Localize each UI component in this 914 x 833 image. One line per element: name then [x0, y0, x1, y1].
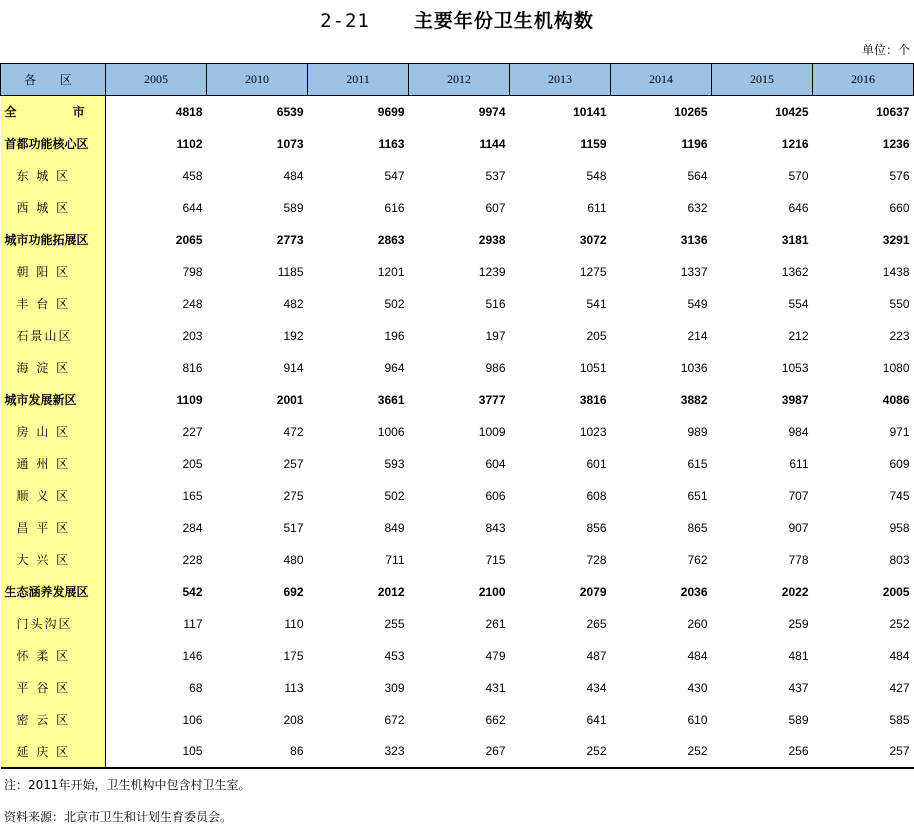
header-row: [1, 64, 914, 96]
value-cell: 3987: [781, 392, 809, 407]
value-cell: 548: [586, 168, 607, 183]
table-title: 主要年份卫生机构数: [413, 10, 594, 32]
region-name: 生态涵养发展区: [1, 576, 106, 608]
header-year: 2013: [510, 64, 611, 96]
value-cell: 1275: [579, 264, 607, 279]
value-cell: 3181: [781, 232, 809, 247]
value-cell: 989: [687, 424, 708, 439]
value-cell: 616: [384, 200, 405, 215]
value-cell: 2773: [276, 232, 304, 247]
value-cell: 257: [813, 736, 914, 768]
value-cell: 609: [889, 456, 910, 471]
header-year: 2010: [207, 64, 308, 96]
value-cell: 576: [889, 168, 910, 183]
table-row: [1, 608, 914, 640]
value-cell: 632: [687, 200, 708, 215]
value-cell: 487: [586, 648, 607, 663]
header-year: 2005: [106, 64, 207, 96]
value-cell: 10637: [876, 104, 910, 119]
value-cell: 4818: [175, 104, 203, 119]
table-row: [1, 576, 914, 608]
value-cell: 644: [182, 200, 203, 215]
value-cell: 803: [889, 552, 910, 567]
region-name: 东 城 区: [1, 160, 106, 192]
table-row: [1, 704, 914, 736]
value-cell: 255: [384, 616, 405, 631]
value-cell: 284: [182, 520, 203, 535]
region-name: 全 市: [1, 96, 106, 128]
table-row: [1, 672, 914, 704]
value-cell: 203: [182, 328, 203, 343]
value-cell: 1073: [276, 136, 304, 151]
value-cell: 646: [788, 200, 809, 215]
value-cell: 607: [485, 200, 506, 215]
value-cell: 1159: [580, 136, 607, 151]
value-cell: 205: [182, 456, 203, 471]
value-cell: 971: [889, 424, 910, 439]
value-cell: 9974: [478, 104, 506, 119]
value-cell: 3882: [680, 392, 708, 407]
value-cell: 1053: [781, 360, 809, 375]
value-cell: 745: [889, 488, 910, 503]
table-row: [1, 448, 914, 480]
value-cell: 1109: [176, 392, 203, 407]
value-cell: 3136: [680, 232, 708, 247]
value-cell: 958: [889, 520, 910, 535]
value-cell: 9699: [377, 104, 405, 119]
value-cell: 260: [687, 616, 708, 631]
value-cell: 728: [586, 552, 607, 567]
table-number: 2-21: [320, 10, 370, 32]
value-cell: 431: [485, 680, 506, 695]
value-cell: 1201: [377, 264, 405, 279]
value-cell: 611: [789, 456, 809, 471]
value-cell: 256: [712, 736, 813, 768]
value-cell: 106: [182, 712, 203, 727]
value-cell: 641: [586, 712, 607, 727]
value-cell: 986: [485, 360, 506, 375]
region-name: 房 山 区: [1, 416, 106, 448]
value-cell: 252: [889, 616, 910, 631]
value-cell: 541: [586, 296, 607, 311]
value-cell: 615: [687, 456, 708, 471]
value-cell: 585: [889, 712, 910, 727]
table-note: 注：2011年开始，卫生机构中包含村卫生室。: [4, 778, 251, 792]
unit-label: 单位：个: [861, 43, 910, 57]
value-cell: 257: [283, 456, 304, 471]
value-cell: 1239: [478, 264, 506, 279]
region-name: 海 淀 区: [1, 352, 106, 384]
value-cell: 10265: [674, 104, 708, 119]
value-cell: 651: [687, 488, 708, 503]
value-cell: 86: [207, 736, 308, 768]
value-cell: 502: [384, 296, 405, 311]
value-cell: 212: [788, 328, 809, 343]
region-name: 顺 义 区: [1, 480, 106, 512]
table-row: [1, 384, 914, 416]
value-cell: 1051: [579, 360, 607, 375]
value-cell: 480: [283, 552, 304, 567]
value-cell: 146: [182, 648, 203, 663]
value-cell: 208: [283, 712, 304, 727]
value-cell: 259: [788, 616, 809, 631]
value-cell: 205: [586, 328, 607, 343]
value-cell: 672: [384, 712, 405, 727]
value-cell: 601: [586, 456, 607, 471]
value-cell: 2863: [377, 232, 405, 247]
value-cell: 481: [788, 648, 809, 663]
value-cell: 549: [687, 296, 708, 311]
table-row: [1, 192, 914, 224]
value-cell: 715: [485, 552, 506, 567]
region-name: 西 城 区: [1, 192, 106, 224]
table-row: [1, 160, 914, 192]
value-cell: 434: [586, 680, 607, 695]
value-cell: 1036: [680, 360, 708, 375]
value-cell: 323: [308, 736, 409, 768]
value-cell: 261: [485, 616, 506, 631]
value-cell: 2005: [882, 584, 910, 599]
value-cell: 197: [485, 328, 506, 343]
region-name: 怀 柔 区: [1, 640, 106, 672]
value-cell: 248: [182, 296, 203, 311]
value-cell: 547: [384, 168, 405, 183]
data-table: [0, 63, 914, 769]
header-region: 各 区: [1, 64, 106, 96]
value-cell: 762: [687, 552, 708, 567]
table-row: [1, 352, 914, 384]
value-cell: 175: [283, 648, 304, 663]
value-cell: 964: [384, 360, 405, 375]
value-cell: 843: [485, 520, 506, 535]
value-cell: 105: [106, 736, 207, 768]
value-cell: 309: [384, 680, 405, 695]
value-cell: 707: [788, 488, 809, 503]
value-cell: 458: [182, 168, 203, 183]
value-cell: 1023: [579, 424, 607, 439]
value-cell: 117: [183, 616, 203, 631]
table-row: [1, 640, 914, 672]
value-cell: 453: [384, 648, 405, 663]
region-name: 昌 平 区: [1, 512, 106, 544]
region-name: 延 庆 区: [1, 736, 106, 768]
value-cell: 542: [182, 584, 203, 599]
value-cell: 517: [283, 520, 304, 535]
value-cell: 3661: [377, 392, 405, 407]
value-cell: 3291: [882, 232, 910, 247]
region-name: 大 兴 区: [1, 544, 106, 576]
value-cell: 275: [283, 488, 304, 503]
header-year: 2011: [308, 64, 409, 96]
value-cell: 1144: [479, 136, 506, 151]
value-cell: 484: [889, 648, 910, 663]
table-row: [1, 480, 914, 512]
value-cell: 1009: [478, 424, 506, 439]
table-row: [1, 416, 914, 448]
value-cell: 589: [788, 712, 809, 727]
value-cell: 606: [485, 488, 506, 503]
header-year: 2016: [813, 64, 914, 96]
value-cell: 711: [385, 552, 405, 567]
value-cell: 214: [687, 328, 708, 343]
value-cell: 502: [384, 488, 405, 503]
value-cell: 1196: [681, 136, 708, 151]
header-year: 2015: [712, 64, 813, 96]
header-year: 2012: [409, 64, 510, 96]
value-cell: 550: [889, 296, 910, 311]
value-cell: 593: [384, 456, 405, 471]
table-row: [1, 288, 914, 320]
value-cell: 479: [485, 648, 506, 663]
region-name: 通 州 区: [1, 448, 106, 480]
value-cell: 223: [889, 328, 910, 343]
value-cell: 482: [283, 296, 304, 311]
value-cell: 472: [283, 424, 304, 439]
data-source: 资料来源：北京市卫生和计划生育委员会。: [4, 810, 233, 824]
value-cell: 608: [586, 488, 607, 503]
value-cell: 611: [587, 200, 607, 215]
region-name: 丰 台 区: [1, 288, 106, 320]
value-cell: 816: [182, 360, 203, 375]
value-cell: 265: [586, 616, 607, 631]
value-cell: 865: [687, 520, 708, 535]
table-row: [1, 544, 914, 576]
value-cell: 2065: [175, 232, 203, 247]
value-cell: 252: [510, 736, 611, 768]
value-cell: 6539: [276, 104, 304, 119]
value-cell: 2012: [377, 584, 405, 599]
value-cell: 2022: [781, 584, 809, 599]
value-cell: 849: [384, 520, 405, 535]
value-cell: 227: [182, 424, 203, 439]
table-row: [1, 128, 914, 160]
value-cell: 68: [189, 680, 203, 695]
table-row: [1, 256, 914, 288]
value-cell: 192: [283, 328, 304, 343]
value-cell: 2100: [478, 584, 506, 599]
region-name: 城市功能拓展区: [1, 224, 106, 256]
region-name: 城市发展新区: [1, 384, 106, 416]
value-cell: 2938: [478, 232, 506, 247]
value-cell: 1216: [781, 136, 809, 151]
region-name: 首都功能核心区: [1, 128, 106, 160]
value-cell: 570: [788, 168, 809, 183]
value-cell: 1337: [680, 264, 708, 279]
value-cell: 537: [485, 168, 506, 183]
value-cell: 856: [586, 520, 607, 535]
value-cell: 1102: [176, 136, 203, 151]
value-cell: 907: [788, 520, 809, 535]
value-cell: 430: [687, 680, 708, 695]
value-cell: 4086: [882, 392, 910, 407]
value-cell: 252: [611, 736, 712, 768]
value-cell: 984: [788, 424, 809, 439]
table-row: [1, 512, 914, 544]
value-cell: 10425: [775, 104, 809, 119]
value-cell: 3072: [579, 232, 607, 247]
value-cell: 554: [788, 296, 809, 311]
table-row: [1, 736, 914, 768]
value-cell: 914: [283, 360, 304, 375]
value-cell: 113: [284, 680, 304, 695]
table-row: [1, 224, 914, 256]
value-cell: 798: [182, 264, 203, 279]
value-cell: 662: [485, 712, 506, 727]
value-cell: 1006: [377, 424, 405, 439]
value-cell: 589: [283, 200, 304, 215]
value-cell: 1236: [882, 136, 910, 151]
value-cell: 1163: [378, 136, 405, 151]
value-cell: 437: [788, 680, 809, 695]
page-title: [0, 6, 914, 33]
value-cell: 484: [687, 648, 708, 663]
region-name: 密 云 区: [1, 704, 106, 736]
value-cell: 228: [182, 552, 203, 567]
value-cell: 1185: [277, 264, 304, 279]
value-cell: 1080: [882, 360, 910, 375]
value-cell: 564: [687, 168, 708, 183]
value-cell: 778: [788, 552, 809, 567]
value-cell: 3777: [478, 392, 506, 407]
value-cell: 610: [687, 712, 708, 727]
region-name: 朝 阳 区: [1, 256, 106, 288]
value-cell: 2079: [579, 584, 607, 599]
header-year: 2014: [611, 64, 712, 96]
value-cell: 660: [889, 200, 910, 215]
value-cell: 604: [485, 456, 506, 471]
value-cell: 110: [284, 616, 304, 631]
region-name: 石景山区: [1, 320, 106, 352]
table-row: [1, 320, 914, 352]
value-cell: 1438: [882, 264, 910, 279]
value-cell: 165: [182, 488, 203, 503]
value-cell: 2001: [276, 392, 304, 407]
value-cell: 196: [384, 328, 405, 343]
region-name: 门头沟区: [1, 608, 106, 640]
value-cell: 267: [409, 736, 510, 768]
value-cell: 484: [283, 168, 304, 183]
value-cell: 427: [889, 680, 910, 695]
value-cell: 516: [485, 296, 506, 311]
value-cell: 692: [283, 584, 304, 599]
table-body: [1, 96, 914, 768]
table-row: [1, 96, 914, 128]
value-cell: 10141: [573, 104, 607, 119]
region-name: 平 谷 区: [1, 672, 106, 704]
value-cell: 3816: [579, 392, 607, 407]
value-cell: 1362: [781, 264, 809, 279]
value-cell: 2036: [680, 584, 708, 599]
